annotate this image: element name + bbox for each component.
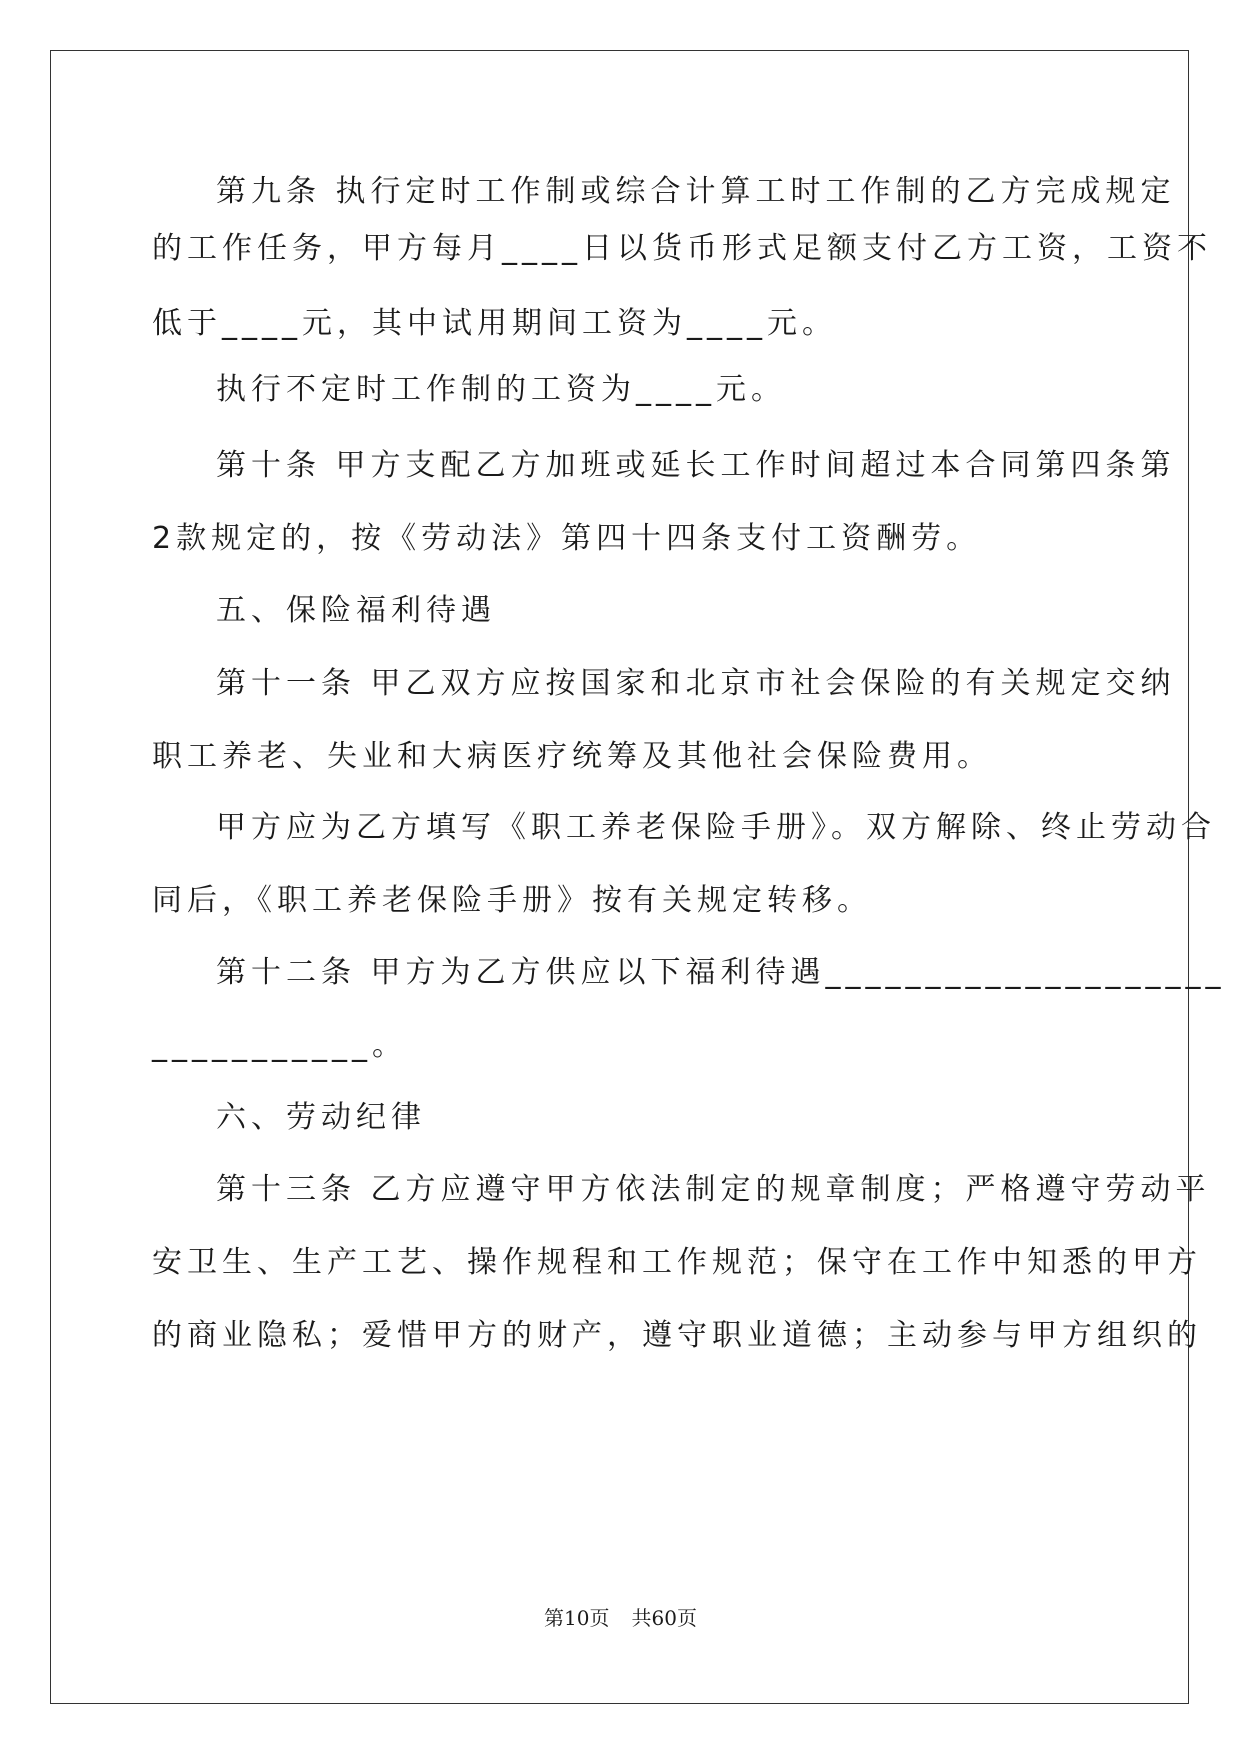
pension-handbook-line-1: 甲方应为乙方填写《职工养老保险手册》。双方解除、终止劳动合: [216, 810, 1216, 845]
page-border: [50, 50, 1189, 1704]
article-11-line-2: 职工养老、失业和大病医疗统筹及其他社会保险费用。: [152, 739, 992, 774]
article-9-line-3: 低于____元，其中试用期间工资为____元。: [152, 306, 837, 341]
article-11-line-1: 第十一条 甲乙双方应按国家和北京市社会保险的有关规定交纳: [216, 666, 1176, 701]
section-5-heading: 五、保险福利待遇: [216, 593, 496, 628]
page-total: 共60页: [631, 1606, 697, 1630]
article-12-line-2: ___________。: [152, 1028, 407, 1063]
page-number: 第10页: [544, 1606, 610, 1630]
article-9-line-1: 第九条 执行定时工作制或综合计算工时工作制的乙方完成规定: [216, 174, 1176, 209]
article-13-line-2: 安卫生、生产工艺、操作规程和工作规范；保守在工作中知悉的甲方: [152, 1245, 1202, 1280]
pension-handbook-line-2: 同后，《职工养老保险手册》按有关规定转移。: [152, 883, 872, 918]
article-10-line-1: 第十条 甲方支配乙方加班或延长工作时间超过本合同第四条第: [216, 448, 1176, 483]
irregular-hours-wage: 执行不定时工作制的工资为____元。: [216, 372, 786, 407]
article-13-line-3: 的商业隐私；爱惜甲方的财产，遵守职业道德；主动参与甲方组织的: [152, 1318, 1202, 1353]
page-footer: [0, 1606, 1241, 1630]
section-6-heading: 六、劳动纪律: [216, 1100, 426, 1135]
article-9-line-2: 的工作任务，甲方每月____日以货币形式足额支付乙方工资，工资不: [152, 231, 1212, 266]
article-13-line-1: 第十三条 乙方应遵守甲方依法制定的规章制度；严格遵守劳动平: [216, 1172, 1211, 1207]
article-12-line-1: 第十二条 甲方为乙方供应以下福利待遇____________________: [216, 955, 1226, 990]
article-10-line-2: 2款规定的，按《劳动法》第四十四条支付工资酬劳。: [152, 521, 982, 556]
